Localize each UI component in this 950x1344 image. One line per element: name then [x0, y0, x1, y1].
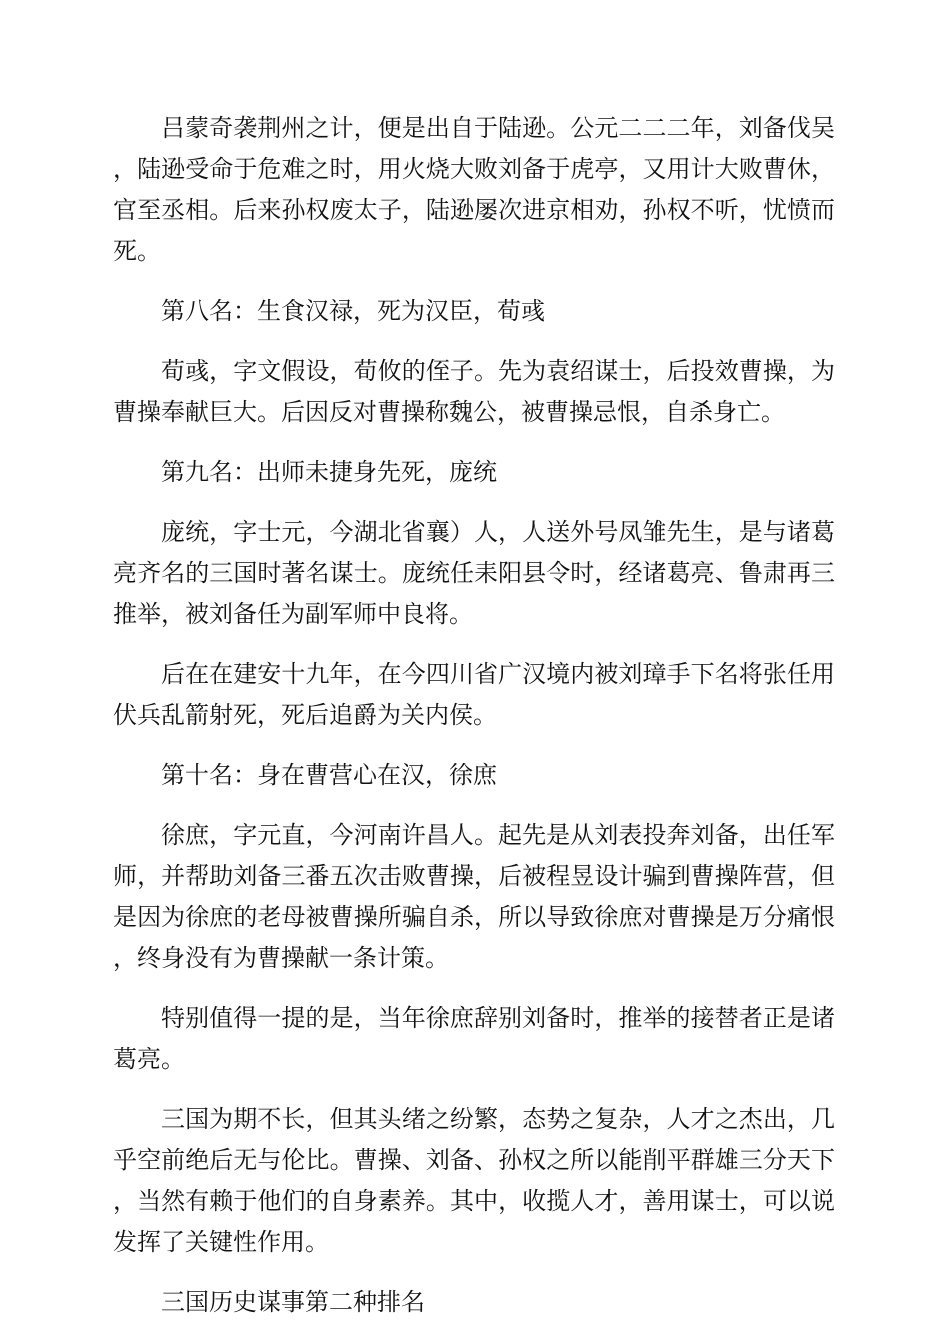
heading-rank-9: 第九名：出师未捷身先死，庞统 [161, 458, 497, 486]
heading-second-ranking: 三国历史谋事第二种排名 [161, 1288, 425, 1316]
heading-rank-10: 第十名：身在曹营心在汉，徐庶 [161, 761, 497, 789]
heading-rank-8: 第八名：生食汉禄，死为汉臣，荀彧 [161, 297, 545, 325]
paragraph-xu-shu: 徐庶，字元直，今河南许昌人。起先是从刘表投奔刘备，出任军师，并帮助刘备三番五次击败曹操，后被程昱设计骗到曹操阵营，但是因为徐庶的老母被曹操所骗自杀，所以导致徐庶对曹操是万分痛恨，终身没有为曹操献一条计策。 [113, 821, 835, 972]
paragraph-xu-shu-note: 特别值得一提的是，当年徐庶辞别刘备时，推举的接替者正是诸葛亮。 [113, 1004, 835, 1073]
paragraph-pang-tong-death: 后在在建安十九年，在今四川省广汉境内被刘璋手下名将张任用伏兵乱箭射死，死后追爵为关内侯。 [113, 660, 835, 729]
paragraph-lu-xun: 吕蒙奇袭荆州之计，便是出自于陆逊。公元二二二年，刘备伐吴，陆逊受命于危难之时，用火烧大败刘备于虎亭，又用计大败曹休，官至丞相。后来孙权废太子，陆逊屡次进京相劝，孙权不听，忧愤而死。 [113, 114, 835, 265]
paragraph-xun-yu: 荀彧，字文假设，荀攸的侄子。先为袁绍谋士，后投效曹操，为曹操奉献巨大。后因反对曹操称魏公，被曹操忌恨，自杀身亡。 [113, 357, 835, 426]
paragraph-summary: 三国为期不长，但其头绪之纷繁，态势之复杂，人才之杰出，几乎空前绝后无与伦比。曹操、刘备、孙权之所以能削平群雄三分天下，当然有赖于他们的自身素养。其中，收揽人才，善用谋士，可以说发挥了关键性作用。 [113, 1105, 835, 1256]
paragraph-pang-tong: 庞统，字士元，今湖北省襄）人，人送外号凤雏先生，是与诸葛亮齐名的三国时著名谋士。庞统任耒阳县令时，经诸葛亮、鲁肃再三推举，被刘备任为副军师中良将。 [113, 518, 835, 628]
document-body [113, 108, 835, 1342]
